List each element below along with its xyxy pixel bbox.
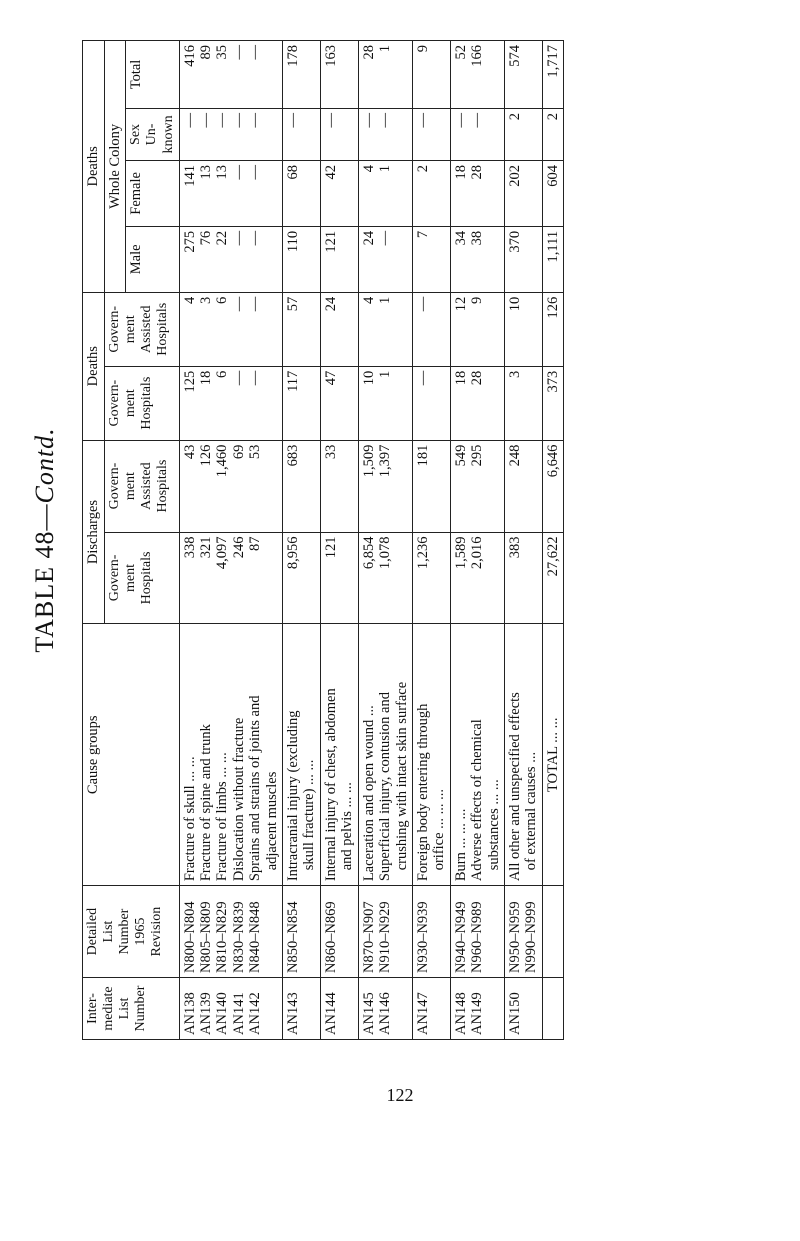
total-deaths-govt-assisted: 126 [542,292,563,366]
header-female: Female [126,160,179,226]
deaths-govt-hospitals-cell: 117 [283,366,321,440]
male-cell: 370 [504,226,542,292]
discharges-govt-assisted-cell: 549 295 [450,440,504,532]
male-cell: 121 [320,226,358,292]
table-row [412,41,450,1040]
total-cell: 28 1 [358,41,412,109]
total-discharges-govt-hospitals: 27,622 [542,532,563,624]
male-cell: 24 — [358,226,412,292]
female-cell: 4 1 [358,160,412,226]
discharges-govt-assisted-cell: 1,509 1,397 [358,440,412,532]
cause-group-cell: Burn ... ... ... Adverse effects of chemical substances ... ... [450,624,504,886]
detailed-list-cell: N800–N804 N805–N809 N810–N829 N830–N839 N840–N848 [179,886,282,978]
header-detailed-list: Detailed List Number 1965 Revision [83,886,180,978]
cause-group-cell: Laceration and open wound ... Superficial injury, contusion and crushing with intact skin surface [358,624,412,886]
sex-unknown-cell: — — [450,108,504,160]
header-deaths-colony: Deaths [83,41,105,293]
table-title-suffix: Contd. [30,427,59,504]
header-deaths-govt-assisted: Govern- ment Assisted Hospitals [104,292,179,366]
cause-group-cell: Fracture of skull ... ... Fracture of spine and trunk Fracture of limbs ... ... Dislocation without fracture Sprains and strains of joints and adjacent muscles [179,624,282,886]
header-discharges: Discharges [83,440,105,624]
deaths-govt-hospitals-cell: 10 1 [358,366,412,440]
intermediate-list-cell: AN150 [504,978,542,1040]
detailed-list-cell: N870–N907 N910–N929 [358,886,412,978]
discharges-govt-hospitals-cell: 1,236 [412,532,450,624]
male-cell: 7 [412,226,450,292]
cause-group-cell: Internal injury of chest, abdomen and pelvis ... ... [320,624,358,886]
header-deaths-govt-hospitals: Govern- ment Hospitals [104,366,179,440]
header-discharges-govt-assisted: Govern- ment Assisted Hospitals [104,440,179,532]
male-cell: 34 38 [450,226,504,292]
total-row-label: TOTAL ... ... [542,624,563,886]
discharges-govt-assisted-cell: 181 [412,440,450,532]
header-discharges-govt-hospitals: Govern- ment Hospitals [104,532,179,624]
sex-unknown-cell: — [412,108,450,160]
cause-group-cell: Intracranial injury (excluding skull fracture) ... ... [283,624,321,886]
female-cell: 42 [320,160,358,226]
total-cell: 178 [283,41,321,109]
header-intermediate-list: Inter- mediate List Number [83,978,180,1040]
intermediate-list-cell: AN145 AN146 [358,978,412,1040]
table-title-main: TABLE 48 [30,530,59,653]
deaths-govt-hospitals-cell: — [412,366,450,440]
detailed-list-cell: N940–N949 N960–N989 [450,886,504,978]
total-cell: 52 166 [450,41,504,109]
injury-statistics-table [82,40,564,1040]
intermediate-list-cell: AN138 AN139 AN140 AN141 AN142 [179,978,282,1040]
intermediate-list-cell: AN144 [320,978,358,1040]
header-deaths-hospitals: Deaths [83,292,105,440]
total-cell: 163 [320,41,358,109]
total-total: 1,717 [542,41,563,109]
deaths-govt-assisted-cell: 12 9 [450,292,504,366]
discharges-govt-hospitals-cell: 383 [504,532,542,624]
header-sex-unknown: Sex Un- known [126,108,179,160]
cause-group-cell: All other and unspecified effects of external causes ... [504,624,542,886]
table-row [283,41,321,1040]
total-cell: 9 [412,41,450,109]
male-cell: 110 [283,226,321,292]
female-cell: 68 [283,160,321,226]
deaths-govt-hospitals-cell: 47 [320,366,358,440]
deaths-govt-assisted-cell: 4 1 [358,292,412,366]
detailed-list-cell: N950–N959 N990–N999 [504,886,542,978]
table-title: TABLE 48—Contd. [30,427,59,653]
sex-unknown-cell: — — — — — [179,108,282,160]
sex-unknown-cell: 2 [504,108,542,160]
discharges-govt-hospitals-cell: 338 321 4,097 246 87 [179,532,282,624]
table-row [358,41,412,1040]
sex-unknown-cell: — — [358,108,412,160]
deaths-govt-assisted-cell: 4 3 6 — — [179,292,282,366]
header-cause-groups: Cause groups [83,624,180,886]
discharges-govt-hospitals-cell: 121 [320,532,358,624]
discharges-govt-assisted-cell: 248 [504,440,542,532]
deaths-govt-assisted-cell: — [412,292,450,366]
male-cell: 275 76 22 — — [179,226,282,292]
total-female: 604 [542,160,563,226]
female-cell: 18 28 [450,160,504,226]
cause-group-cell: Foreign body entering through orifice ... ... ... [412,624,450,886]
header-male: Male [126,226,179,292]
page-number: 122 [386,1085,414,1105]
female-cell: 202 [504,160,542,226]
total-sex-unknown: 2 [542,108,563,160]
total-cell: 574 [504,41,542,109]
total-cell: 416 89 35 — — [179,41,282,109]
female-cell: 141 13 13 — — [179,160,282,226]
intermediate-list-cell: AN148 AN149 [450,978,504,1040]
discharges-govt-assisted-cell: 43 126 1,460 69 53 [179,440,282,532]
discharges-govt-assisted-cell: 683 [283,440,321,532]
detailed-list-cell: N930–N939 [412,886,450,978]
intermediate-list-cell: AN147 [412,978,450,1040]
table-row [450,41,504,1040]
detailed-list-cell: N850–N854 [283,886,321,978]
table-row [504,41,542,1040]
intermediate-list-cell: AN143 [283,978,321,1040]
header-whole-colony: Whole Colony [104,41,126,293]
total-discharges-govt-assisted: 6,646 [542,440,563,532]
total-deaths-govt-hospitals: 373 [542,366,563,440]
sex-unknown-cell: — [283,108,321,160]
deaths-govt-hospitals-cell: 3 [504,366,542,440]
rotated-table-block [30,40,770,1040]
discharges-govt-assisted-cell: 33 [320,440,358,532]
discharges-govt-hospitals-cell: 8,956 [283,532,321,624]
discharges-govt-hospitals-cell: 6,854 1,078 [358,532,412,624]
total-male: 1,111 [542,226,563,292]
detailed-list-cell: N860–N869 [320,886,358,978]
deaths-govt-assisted-cell: 24 [320,292,358,366]
table-row [320,41,358,1040]
deaths-govt-assisted-cell: 10 [504,292,542,366]
female-cell: 2 [412,160,450,226]
discharges-govt-hospitals-cell: 1,589 2,016 [450,532,504,624]
total-row [542,41,563,1040]
header-total: Total [126,41,179,109]
deaths-govt-hospitals-cell: 125 18 6 — — [179,366,282,440]
deaths-govt-hospitals-cell: 18 28 [450,366,504,440]
table-row [179,41,282,1040]
deaths-govt-assisted-cell: 57 [283,292,321,366]
sex-unknown-cell: — [320,108,358,160]
